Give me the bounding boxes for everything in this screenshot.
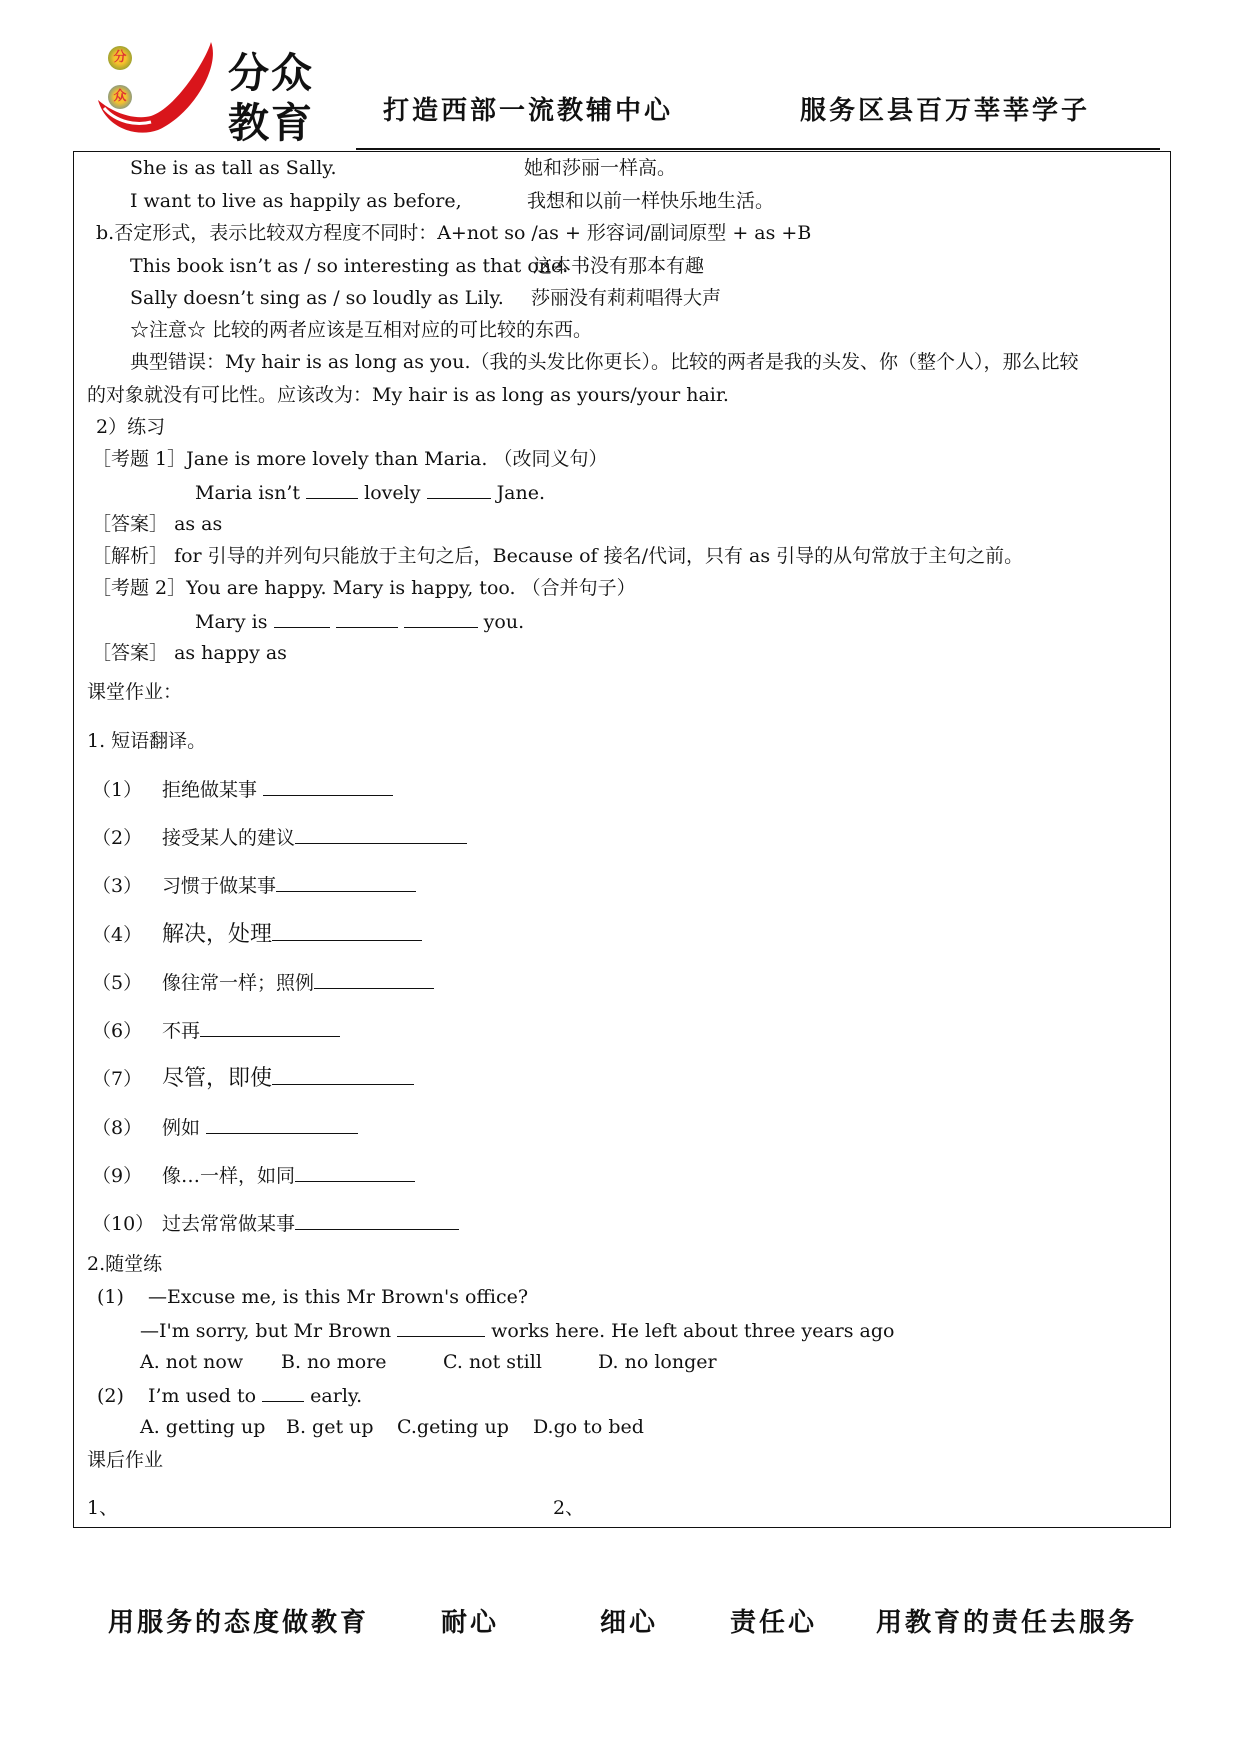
question-1-fill-middle: lovely <box>364 482 421 504</box>
option-d[interactable]: D.go to bed <box>533 1416 644 1438</box>
answer-2-label: ［答案］ <box>92 642 169 664</box>
logo-badge-top: 分 <box>108 46 132 70</box>
option-b[interactable]: B. no more <box>281 1351 387 1373</box>
phrase-text: 不再 <box>162 1020 201 1042</box>
mc-question-1-reply-start: —I'm sorry, but Mr Brown <box>140 1320 392 1342</box>
phrase-item-3 <box>92 873 416 898</box>
answer-blank[interactable] <box>336 609 398 628</box>
answer-blank[interactable] <box>262 1383 304 1402</box>
answer-blank[interactable] <box>206 1115 358 1134</box>
phrase-text: 接受某人的建议 <box>162 827 296 849</box>
example-4-cn: 莎丽没有莉莉唱得大声 <box>531 287 722 309</box>
phrase-number: （8） <box>92 1117 143 1139</box>
answer-1-label: ［答案］ <box>92 513 169 535</box>
mc-question-1 <box>97 1285 528 1309</box>
phrase-text: 尽管，即使 <box>162 1066 273 1091</box>
question-1-label: ［考题 1］ <box>92 448 187 470</box>
mc-question-1-number: (1) <box>97 1286 124 1308</box>
option-a[interactable]: A. getting up <box>140 1416 266 1438</box>
phrase-number: （3） <box>92 875 143 897</box>
question-2-fill-end: you. <box>483 611 525 633</box>
answer-blank[interactable] <box>272 922 422 941</box>
phrase-text: 拒绝做某事 <box>162 779 264 801</box>
classwork-heading: 课堂作业： <box>87 681 183 703</box>
explanation <box>92 544 1023 568</box>
example-2-en: I want to live as happily as before, <box>130 190 462 212</box>
footer-word-patience: 耐心 <box>441 1608 500 1638</box>
option-c[interactable]: C.geting up <box>397 1416 509 1438</box>
phrase-number: （10） <box>92 1213 155 1235</box>
phrase-number: （5） <box>92 972 143 994</box>
answer-blank[interactable] <box>295 1163 415 1182</box>
homework-heading: 课后作业 <box>87 1449 164 1471</box>
phrase-text: 像往常一样；照例 <box>162 972 315 994</box>
section-1-title: 1. 短语翻译。 <box>87 730 207 752</box>
brand-name <box>228 48 314 148</box>
example-1-en: She is as tall as Sally. <box>130 157 337 179</box>
option-d[interactable]: D. no longer <box>598 1351 717 1373</box>
explanation-label: ［解析］ <box>92 545 169 567</box>
example-4-en: Sally doesn’t sing as / so loudly as Lily. <box>130 287 504 309</box>
phrase-item-10 <box>92 1211 459 1236</box>
phrase-item-6 <box>92 1018 340 1043</box>
typical-error-line-2: 的对象就没有可比性。应该改为：My hair is as long as yours/your hair. <box>87 384 729 406</box>
answer-blank[interactable] <box>272 1066 414 1085</box>
phrase-item-7 <box>92 1066 414 1091</box>
answer-blank[interactable] <box>306 480 358 499</box>
option-b[interactable]: B. get up <box>286 1416 374 1438</box>
answer-blank[interactable] <box>295 1211 459 1230</box>
example-2-cn: 我想和以前一样快乐地生活。 <box>527 190 775 212</box>
mc-question-1-reply-end: works here. He left about three years ago <box>491 1320 895 1342</box>
question-1-fill <box>195 480 545 505</box>
header-slogan-left: 打造西部一流教辅中心 <box>383 96 674 126</box>
brand-line-2: 教育 <box>228 99 314 147</box>
section-2-title: 2.随堂练 <box>87 1253 163 1275</box>
header-divider <box>356 148 1160 150</box>
answer-blank[interactable] <box>274 609 330 628</box>
phrase-number: （1） <box>92 779 143 801</box>
typical-error-line-1: 典型错误：My hair is as long as you.（我的头发比你更长）。比较的两者是我的头发、你（整个人），那么比较 <box>130 351 1079 373</box>
question-1-fill-end: Jane. <box>496 482 546 504</box>
header-slogan-right: 服务区县百万莘莘学子 <box>800 96 1091 126</box>
answer-2-text: as happy as <box>174 642 287 664</box>
explanation-text: for 引导的并列句只能放于主句之后，Because of 接名/代词，只有 as 引导的从句常放于主句之前。 <box>174 545 1024 567</box>
example-3-cn: 这本书没有那本有趣 <box>533 255 705 277</box>
answer-blank[interactable] <box>276 873 416 892</box>
answer-blank[interactable] <box>314 970 434 989</box>
mc-question-2-text-end: early. <box>310 1385 363 1407</box>
footer-word-care: 细心 <box>600 1608 659 1638</box>
mc-question-2-number: (2) <box>97 1385 124 1407</box>
mc-question-1-text: —Excuse me, is this Mr Brown's office? <box>147 1286 529 1308</box>
mc-question-2-text-start: I’m used to <box>147 1385 257 1407</box>
answer-blank[interactable] <box>427 480 491 499</box>
phrase-item-5 <box>92 970 434 995</box>
phrase-text: 过去常常做某事 <box>162 1213 296 1235</box>
phrase-item-9 <box>92 1163 415 1188</box>
homework-item-1: 1、 <box>87 1497 119 1519</box>
answer-1-text: as as <box>174 513 223 535</box>
phrase-number: （4） <box>92 924 143 946</box>
footer-motto-left: 用服务的态度做教育 <box>108 1608 370 1638</box>
example-3-en: This book isn’t as / so interesting as that one. <box>130 255 569 277</box>
example-1-cn: 她和莎丽一样高。 <box>524 157 677 179</box>
question-1-fill-start: Maria isn’t <box>195 482 301 504</box>
question-2-fill-start: Mary is <box>195 611 268 633</box>
mc-question-2 <box>97 1383 362 1408</box>
option-c[interactable]: C. not still <box>443 1351 542 1373</box>
practice-heading: 2）练习 <box>96 416 166 438</box>
logo-badge-bottom: 众 <box>108 85 132 109</box>
note: ☆注意☆ 比较的两者应该是互相对应的可比较的东西。 <box>130 319 593 341</box>
answer-blank[interactable] <box>200 1018 340 1037</box>
answer-blank[interactable] <box>263 777 393 796</box>
question-1-text: Jane is more lovely than Maria. （改同义句） <box>186 448 608 470</box>
phrase-text: 习惯于做某事 <box>162 875 277 897</box>
answer-2 <box>92 641 287 665</box>
answer-blank[interactable] <box>397 1318 485 1337</box>
phrase-number: （9） <box>92 1165 143 1187</box>
brand-line-1: 分众 <box>228 49 314 97</box>
phrase-text: 解决，处理 <box>162 922 273 947</box>
mc-question-1-reply <box>140 1318 894 1343</box>
question-2-label: ［考题 2］ <box>92 577 187 599</box>
footer-word-responsibility: 责任心 <box>730 1608 818 1638</box>
answer-1 <box>92 512 222 536</box>
phrase-text: 例如 <box>162 1117 207 1139</box>
answer-blank[interactable] <box>404 609 478 628</box>
phrase-number: （2） <box>92 827 143 849</box>
phrase-item-4 <box>92 922 422 947</box>
negative-form-rule: b.否定形式，表示比较双方程度不同时：A+not so /as + 形容词/副词原型 + as +B <box>96 222 812 244</box>
phrase-text: 像…一样，如同 <box>162 1165 296 1187</box>
phrase-number: （6） <box>92 1020 143 1042</box>
answer-blank[interactable] <box>295 825 467 844</box>
homework-item-2: 2、 <box>553 1497 585 1519</box>
footer-motto-right: 用教育的责任去服务 <box>876 1608 1138 1638</box>
phrase-item-2 <box>92 825 467 850</box>
phrase-number: （7） <box>92 1068 143 1090</box>
question-2-text: You are happy. Mary is happy, too. （合并句子） <box>186 577 636 599</box>
option-a[interactable]: A. not now <box>140 1351 244 1373</box>
phrase-item-8 <box>92 1115 358 1140</box>
phrase-item-1 <box>92 777 393 802</box>
question-1 <box>92 447 607 471</box>
question-2-fill <box>195 609 524 634</box>
question-2 <box>92 576 636 600</box>
